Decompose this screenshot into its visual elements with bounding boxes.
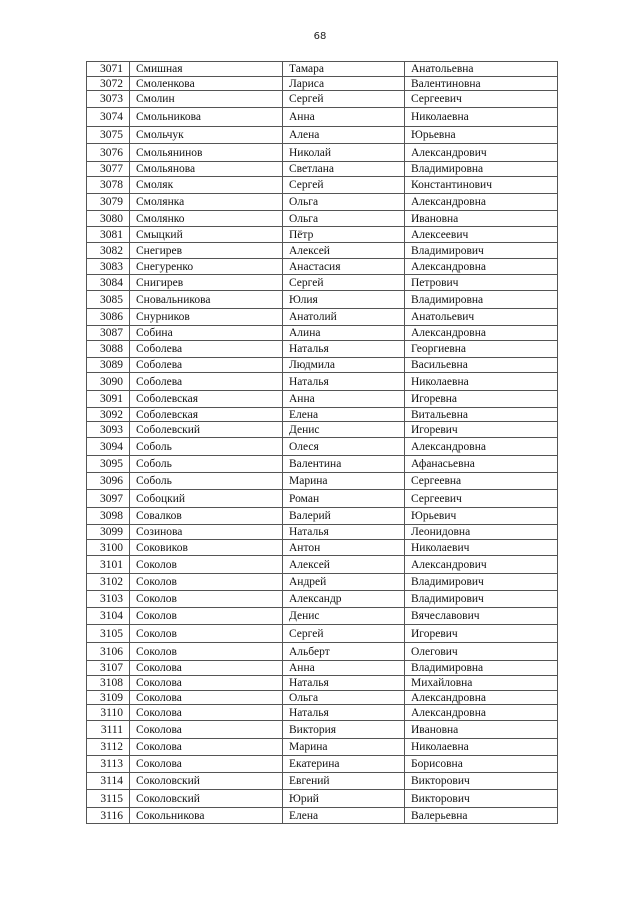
last-name-cell: Соболева — [130, 341, 283, 358]
roster-body — [87, 62, 558, 824]
number-cell: 3108 — [87, 676, 130, 691]
table-row — [87, 790, 558, 808]
table-row — [87, 574, 558, 591]
last-name-cell: Соколова — [130, 739, 283, 756]
first-name-cell: Марина — [283, 473, 405, 490]
last-name-cell: Соколовский — [130, 773, 283, 790]
number-cell: 3083 — [87, 259, 130, 275]
last-name-cell: Созинова — [130, 525, 283, 540]
last-name-cell: Соколова — [130, 705, 283, 721]
patronymic-cell: Олегович — [405, 643, 558, 661]
table-row — [87, 438, 558, 456]
table-row — [87, 77, 558, 91]
last-name-cell: Смолянко — [130, 211, 283, 227]
patronymic-cell: Александрович — [405, 144, 558, 162]
patronymic-cell: Владимировна — [405, 162, 558, 177]
patronymic-cell: Васильевна — [405, 358, 558, 373]
patronymic-cell: Сергеевна — [405, 473, 558, 490]
table-row — [87, 194, 558, 211]
last-name-cell: Смолин — [130, 91, 283, 108]
number-cell: 3112 — [87, 739, 130, 756]
number-cell: 3094 — [87, 438, 130, 456]
patronymic-cell: Игоревич — [405, 625, 558, 643]
patronymic-cell: Ивановна — [405, 721, 558, 739]
last-name-cell: Смоляк — [130, 177, 283, 194]
patronymic-cell: Леонидовна — [405, 525, 558, 540]
patronymic-cell: Александровна — [405, 326, 558, 341]
number-cell: 3089 — [87, 358, 130, 373]
table-row — [87, 211, 558, 227]
patronymic-cell: Валерьевна — [405, 808, 558, 824]
table-row — [87, 162, 558, 177]
last-name-cell: Соболевская — [130, 391, 283, 408]
first-name-cell: Роман — [283, 490, 405, 508]
number-cell: 3095 — [87, 456, 130, 473]
last-name-cell: Соколова — [130, 721, 283, 739]
table-row — [87, 456, 558, 473]
number-cell: 3115 — [87, 790, 130, 808]
number-cell: 3101 — [87, 556, 130, 574]
number-cell: 3082 — [87, 243, 130, 259]
first-name-cell: Валерий — [283, 508, 405, 525]
last-name-cell: Соболь — [130, 438, 283, 456]
first-name-cell: Анна — [283, 661, 405, 676]
table-row — [87, 408, 558, 422]
first-name-cell: Екатерина — [283, 756, 405, 773]
first-name-cell: Елена — [283, 408, 405, 422]
number-cell: 3113 — [87, 756, 130, 773]
table-row — [87, 227, 558, 243]
first-name-cell: Наталья — [283, 341, 405, 358]
first-name-cell: Людмила — [283, 358, 405, 373]
number-cell: 3072 — [87, 77, 130, 91]
first-name-cell: Сергей — [283, 91, 405, 108]
number-cell: 3110 — [87, 705, 130, 721]
number-cell: 3078 — [87, 177, 130, 194]
number-cell: 3074 — [87, 108, 130, 127]
last-name-cell: Соколов — [130, 625, 283, 643]
number-cell: 3111 — [87, 721, 130, 739]
table-row — [87, 556, 558, 574]
table-row — [87, 62, 558, 77]
number-cell: 3075 — [87, 127, 130, 144]
first-name-cell: Наталья — [283, 525, 405, 540]
first-name-cell: Ольга — [283, 194, 405, 211]
table-row — [87, 144, 558, 162]
number-cell: 3071 — [87, 62, 130, 77]
patronymic-cell: Константинович — [405, 177, 558, 194]
first-name-cell: Юлия — [283, 291, 405, 309]
table-row — [87, 643, 558, 661]
table-row — [87, 591, 558, 608]
last-name-cell: Соковиков — [130, 540, 283, 556]
table-row — [87, 326, 558, 341]
table-row — [87, 391, 558, 408]
first-name-cell: Алина — [283, 326, 405, 341]
table-row — [87, 691, 558, 705]
table-row — [87, 676, 558, 691]
first-name-cell: Ольга — [283, 691, 405, 705]
first-name-cell: Марина — [283, 739, 405, 756]
table-row — [87, 259, 558, 275]
patronymic-cell: Сергеевич — [405, 490, 558, 508]
table-row — [87, 309, 558, 326]
last-name-cell: Смыцкий — [130, 227, 283, 243]
last-name-cell: Снегирев — [130, 243, 283, 259]
first-name-cell: Андрей — [283, 574, 405, 591]
first-name-cell: Светлана — [283, 162, 405, 177]
table-row — [87, 756, 558, 773]
number-cell: 3114 — [87, 773, 130, 790]
first-name-cell: Валентина — [283, 456, 405, 473]
first-name-cell: Александр — [283, 591, 405, 608]
last-name-cell: Соболевский — [130, 422, 283, 438]
patronymic-cell: Игоревна — [405, 391, 558, 408]
patronymic-cell: Михайловна — [405, 676, 558, 691]
patronymic-cell: Георгиевна — [405, 341, 558, 358]
number-cell: 3092 — [87, 408, 130, 422]
first-name-cell: Сергей — [283, 625, 405, 643]
last-name-cell: Совалков — [130, 508, 283, 525]
first-name-cell: Юрий — [283, 790, 405, 808]
first-name-cell: Алена — [283, 127, 405, 144]
patronymic-cell: Ивановна — [405, 211, 558, 227]
table-row — [87, 661, 558, 676]
patronymic-cell: Александровна — [405, 438, 558, 456]
first-name-cell: Наталья — [283, 676, 405, 691]
number-cell: 3088 — [87, 341, 130, 358]
patronymic-cell: Анатольевич — [405, 309, 558, 326]
patronymic-cell: Александровна — [405, 705, 558, 721]
number-cell: 3109 — [87, 691, 130, 705]
number-cell: 3106 — [87, 643, 130, 661]
first-name-cell: Елена — [283, 808, 405, 824]
last-name-cell: Соболева — [130, 373, 283, 391]
number-cell: 3103 — [87, 591, 130, 608]
patronymic-cell: Юрьевич — [405, 508, 558, 525]
number-cell: 3096 — [87, 473, 130, 490]
patronymic-cell: Владимирович — [405, 574, 558, 591]
number-cell: 3076 — [87, 144, 130, 162]
last-name-cell: Соколов — [130, 608, 283, 625]
last-name-cell: Соболь — [130, 456, 283, 473]
table-row — [87, 373, 558, 391]
last-name-cell: Смольчук — [130, 127, 283, 144]
number-cell: 3084 — [87, 275, 130, 291]
patronymic-cell: Николаевна — [405, 373, 558, 391]
table-row — [87, 127, 558, 144]
first-name-cell: Виктория — [283, 721, 405, 739]
table-row — [87, 525, 558, 540]
last-name-cell: Соболь — [130, 473, 283, 490]
last-name-cell: Собоцкий — [130, 490, 283, 508]
first-name-cell: Анастасия — [283, 259, 405, 275]
patronymic-cell: Сергеевич — [405, 91, 558, 108]
table-row — [87, 177, 558, 194]
patronymic-cell: Александровна — [405, 259, 558, 275]
table-row — [87, 508, 558, 525]
table-row — [87, 721, 558, 739]
last-name-cell: Смоленкова — [130, 77, 283, 91]
table-row — [87, 625, 558, 643]
number-cell: 3100 — [87, 540, 130, 556]
table-row — [87, 705, 558, 721]
number-cell: 3093 — [87, 422, 130, 438]
patronymic-cell: Витальевна — [405, 408, 558, 422]
table-row — [87, 108, 558, 127]
number-cell: 3079 — [87, 194, 130, 211]
number-cell: 3102 — [87, 574, 130, 591]
last-name-cell: Снурников — [130, 309, 283, 326]
first-name-cell: Тамара — [283, 62, 405, 77]
table-row — [87, 540, 558, 556]
last-name-cell: Смолянка — [130, 194, 283, 211]
last-name-cell: Сновальникова — [130, 291, 283, 309]
table-row — [87, 291, 558, 309]
first-name-cell: Алексей — [283, 556, 405, 574]
first-name-cell: Лариса — [283, 77, 405, 91]
patronymic-cell: Игоревич — [405, 422, 558, 438]
last-name-cell: Снегуренко — [130, 259, 283, 275]
patronymic-cell: Владимировна — [405, 661, 558, 676]
patronymic-cell: Вячеславович — [405, 608, 558, 625]
table-row — [87, 243, 558, 259]
first-name-cell: Антон — [283, 540, 405, 556]
number-cell: 3086 — [87, 309, 130, 326]
number-cell: 3098 — [87, 508, 130, 525]
table-row — [87, 608, 558, 625]
table-row — [87, 490, 558, 508]
patronymic-cell: Николаевич — [405, 540, 558, 556]
first-name-cell: Николай — [283, 144, 405, 162]
number-cell: 3097 — [87, 490, 130, 508]
last-name-cell: Собина — [130, 326, 283, 341]
table-row — [87, 473, 558, 490]
number-cell: 3073 — [87, 91, 130, 108]
table-row — [87, 808, 558, 824]
last-name-cell: Смольникова — [130, 108, 283, 127]
table-row — [87, 422, 558, 438]
last-name-cell: Соколов — [130, 574, 283, 591]
roster-table — [86, 61, 558, 824]
first-name-cell: Анна — [283, 391, 405, 408]
number-cell: 3104 — [87, 608, 130, 625]
first-name-cell: Олеся — [283, 438, 405, 456]
last-name-cell: Соболева — [130, 358, 283, 373]
table-row — [87, 91, 558, 108]
last-name-cell: Соколова — [130, 676, 283, 691]
number-cell: 3081 — [87, 227, 130, 243]
last-name-cell: Смольянова — [130, 162, 283, 177]
patronymic-cell: Владимировна — [405, 291, 558, 309]
number-cell: 3099 — [87, 525, 130, 540]
last-name-cell: Соколова — [130, 691, 283, 705]
patronymic-cell: Николаевна — [405, 108, 558, 127]
patronymic-cell: Александрович — [405, 556, 558, 574]
number-cell: 3090 — [87, 373, 130, 391]
number-cell: 3116 — [87, 808, 130, 824]
first-name-cell: Денис — [283, 608, 405, 625]
first-name-cell: Анатолий — [283, 309, 405, 326]
first-name-cell: Сергей — [283, 177, 405, 194]
last-name-cell: Снигирев — [130, 275, 283, 291]
last-name-cell: Соболевская — [130, 408, 283, 422]
number-cell: 3107 — [87, 661, 130, 676]
last-name-cell: Соколова — [130, 661, 283, 676]
number-cell: 3091 — [87, 391, 130, 408]
patronymic-cell: Викторович — [405, 790, 558, 808]
number-cell: 3085 — [87, 291, 130, 309]
first-name-cell: Сергей — [283, 275, 405, 291]
first-name-cell: Ольга — [283, 211, 405, 227]
last-name-cell: Соколов — [130, 643, 283, 661]
first-name-cell: Денис — [283, 422, 405, 438]
first-name-cell: Евгений — [283, 773, 405, 790]
last-name-cell: Соколова — [130, 756, 283, 773]
number-cell: 3080 — [87, 211, 130, 227]
patronymic-cell: Афанасьевна — [405, 456, 558, 473]
number-cell: 3105 — [87, 625, 130, 643]
patronymic-cell: Александровна — [405, 691, 558, 705]
patronymic-cell: Анатольевна — [405, 62, 558, 77]
patronymic-cell: Николаевна — [405, 739, 558, 756]
first-name-cell: Альберт — [283, 643, 405, 661]
table-row — [87, 275, 558, 291]
last-name-cell: Смишная — [130, 62, 283, 77]
page-number: 68 — [313, 31, 327, 42]
first-name-cell: Наталья — [283, 705, 405, 721]
patronymic-cell: Петрович — [405, 275, 558, 291]
number-cell: 3077 — [87, 162, 130, 177]
patronymic-cell: Валентиновна — [405, 77, 558, 91]
patronymic-cell: Алексеевич — [405, 227, 558, 243]
last-name-cell: Соколов — [130, 591, 283, 608]
patronymic-cell: Александровна — [405, 194, 558, 211]
patronymic-cell: Викторович — [405, 773, 558, 790]
first-name-cell: Анна — [283, 108, 405, 127]
first-name-cell: Алексей — [283, 243, 405, 259]
patronymic-cell: Борисовна — [405, 756, 558, 773]
last-name-cell: Соколовский — [130, 790, 283, 808]
patronymic-cell: Владимирович — [405, 243, 558, 259]
last-name-cell: Смольянинов — [130, 144, 283, 162]
number-cell: 3087 — [87, 326, 130, 341]
table-row — [87, 341, 558, 358]
first-name-cell: Наталья — [283, 373, 405, 391]
last-name-cell: Сокольникова — [130, 808, 283, 824]
last-name-cell: Соколов — [130, 556, 283, 574]
patronymic-cell: Владимирович — [405, 591, 558, 608]
first-name-cell: Пётр — [283, 227, 405, 243]
table-row — [87, 358, 558, 373]
table-row — [87, 739, 558, 756]
patronymic-cell: Юрьевна — [405, 127, 558, 144]
table-row — [87, 773, 558, 790]
